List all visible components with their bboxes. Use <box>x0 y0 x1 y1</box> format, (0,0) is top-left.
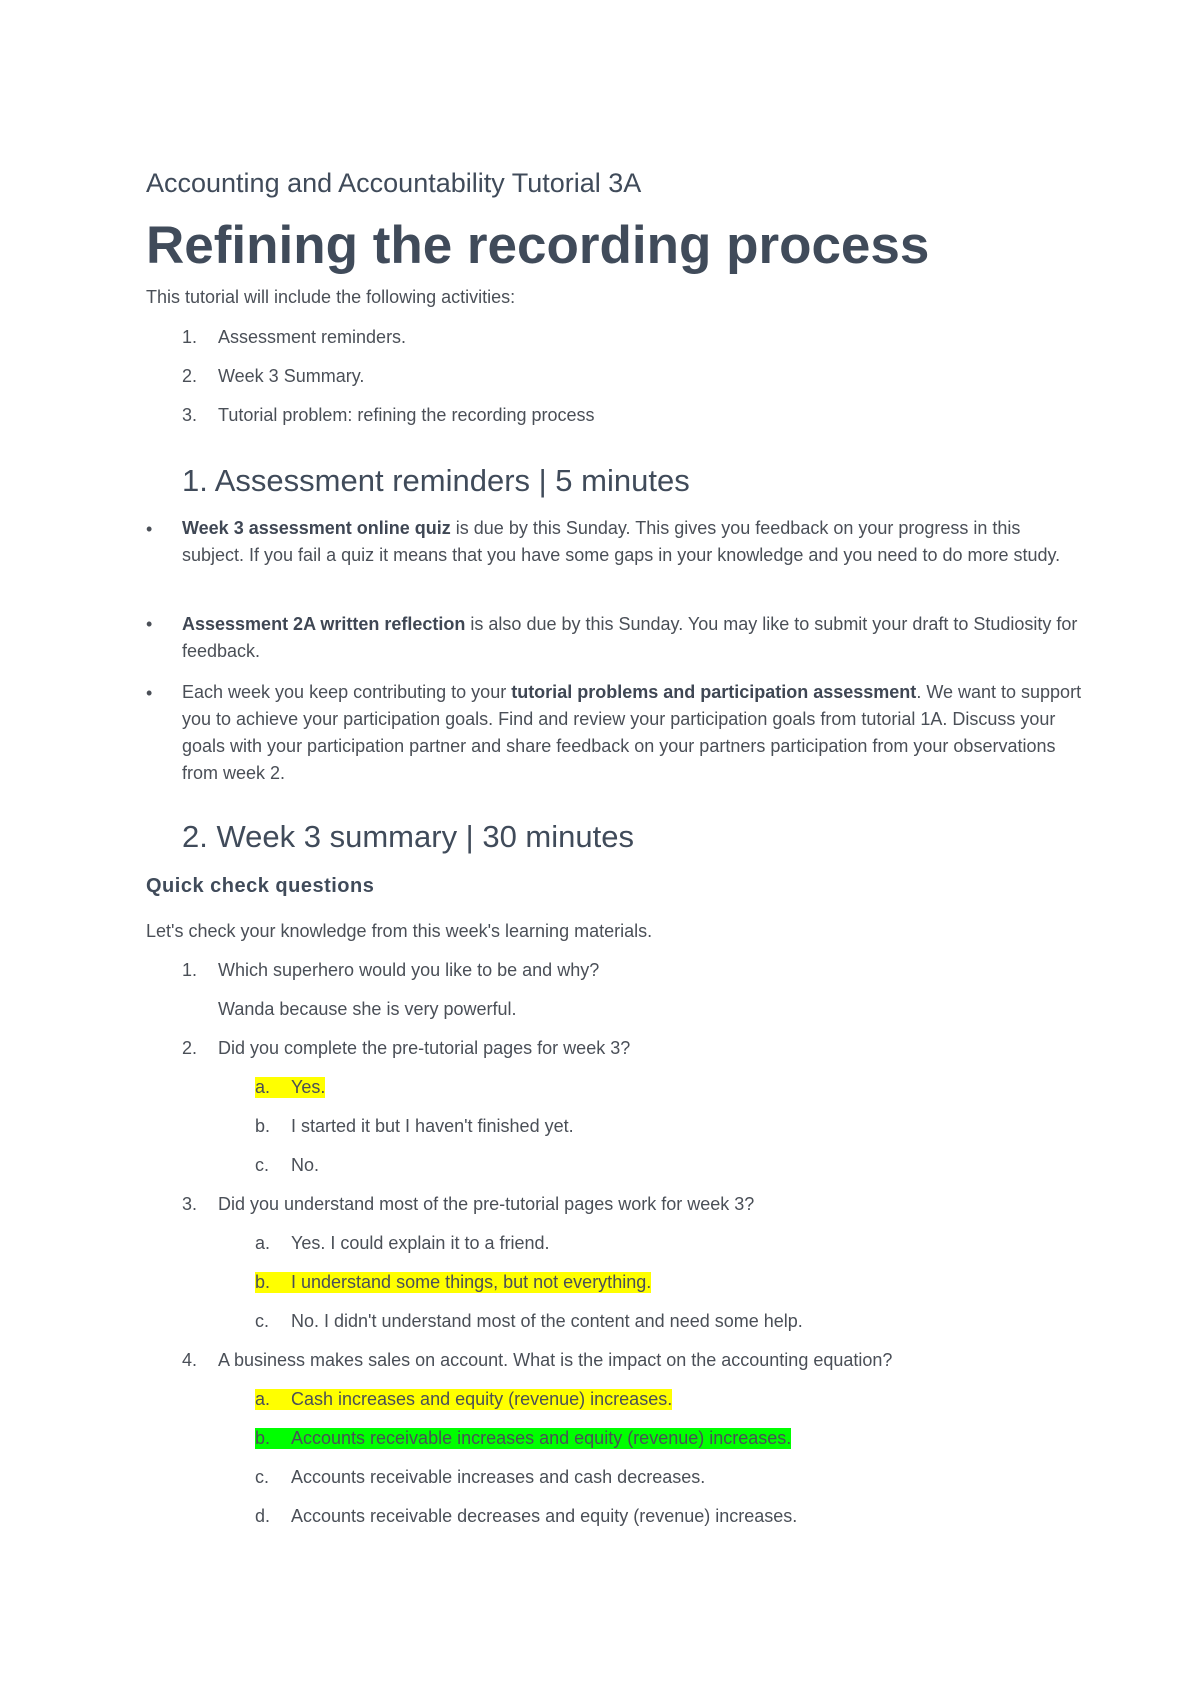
answer-option <box>255 1077 325 1098</box>
intro-text: This tutorial will include the following activities: <box>146 287 516 307</box>
option-letter: a. <box>255 1233 271 1253</box>
quick-check-heading: Quick check questions <box>146 875 375 897</box>
answer-option <box>255 1233 550 1254</box>
answer-option <box>255 1467 705 1488</box>
section1-heading: 1. Assessment reminders | 5 minutes <box>182 463 690 498</box>
option-letter: d. <box>255 1506 271 1526</box>
bullet-bold-text: Week 3 assessment online quiz <box>182 518 451 538</box>
bullet-icon: • <box>146 614 153 634</box>
bullet-item <box>182 515 1082 569</box>
option-letter: b. <box>255 1272 271 1292</box>
intro-item-text: Tutorial problem: refining the recording process <box>218 405 595 425</box>
answer-option <box>255 1116 574 1137</box>
option-letter: b. <box>255 1428 271 1448</box>
option-text: No. I didn't understand most of the content and need some help. <box>291 1311 803 1331</box>
option-letter: c. <box>255 1155 270 1175</box>
answer-option <box>255 1155 319 1176</box>
document-subtitle: Accounting and Accountability Tutorial 3A <box>146 168 642 198</box>
option-letter: a. <box>255 1077 271 1097</box>
option-text: Accounts receivable increases and equity (revenue) increases. <box>291 1428 792 1448</box>
bullet-icon: • <box>146 683 153 703</box>
option-text: Accounts receivable increases and cash decreases. <box>291 1467 706 1487</box>
bullet-icon: • <box>146 519 153 539</box>
option-text: Yes. I could explain it to a friend. <box>291 1233 550 1253</box>
intro-item-number: 2. <box>182 366 198 386</box>
question-text: A business makes sales on account. What is the impact on the accounting equation? <box>218 1350 893 1370</box>
bullet-bold-text: Assessment 2A written reflection <box>182 614 466 634</box>
answer-option <box>255 1389 672 1410</box>
answer-option <box>255 1272 651 1293</box>
option-text: I understand some things, but not everything. <box>291 1272 652 1292</box>
bullet-item <box>182 611 1082 665</box>
bullet-text: is also due by this Sunday. You may like to submit your draft to Studiosity for feedback. <box>182 614 1078 661</box>
option-text: Accounts receivable decreases and equity (revenue) increases. <box>291 1506 798 1526</box>
answer-option <box>255 1506 797 1527</box>
question-text: Did you understand most of the pre-tutorial pages work for week 3? <box>218 1194 755 1214</box>
bullet-text: is due by this Sunday. This gives you feedback on your progress in this subject. If you fail a quiz it means that you have some gaps in your knowledge and you need to do more study. <box>182 518 1061 565</box>
bullet-item <box>182 679 1082 787</box>
option-text: No. <box>291 1155 320 1175</box>
option-text: Cash increases and equity (revenue) increases. <box>291 1389 673 1409</box>
option-letter: a. <box>255 1389 271 1409</box>
bullet-bold-text: tutorial problems and participation assessment <box>511 682 917 702</box>
question-text: Did you complete the pre-tutorial pages for week 3? <box>218 1038 631 1058</box>
option-text: Yes. <box>291 1077 326 1097</box>
option-text: I started it but I haven't finished yet. <box>291 1116 574 1136</box>
question-number: 3. <box>182 1194 198 1214</box>
intro-item-text: Week 3 Summary. <box>218 366 365 386</box>
quick-check-intro: Let's check your knowledge from this week's learning materials. <box>146 921 653 941</box>
option-letter: c. <box>255 1311 270 1331</box>
option-letter: c. <box>255 1467 270 1487</box>
question-number: 1. <box>182 960 198 980</box>
question-text: Which superhero would you like to be and why? <box>218 960 600 980</box>
intro-item-number: 3. <box>182 405 198 425</box>
document-title: Refining the recording process <box>146 216 930 275</box>
section2-heading: 2. Week 3 summary | 30 minutes <box>182 819 634 854</box>
bullet-pre-text: Each week you keep contributing to your <box>182 682 512 702</box>
bullet-text: . We want to support you to achieve your participation goals. Find and review your participation goals from tutorial 1A. Discuss your goals with your participation partner and share feedback on your partners participation from your observations from week 2. <box>182 682 1082 783</box>
question-number: 4. <box>182 1350 198 1370</box>
question-answer: Wanda because she is very powerful. <box>218 999 517 1019</box>
answer-option <box>255 1428 791 1449</box>
answer-option <box>255 1311 803 1332</box>
question-number: 2. <box>182 1038 198 1058</box>
intro-item-number: 1. <box>182 327 198 347</box>
intro-item-text: Assessment reminders. <box>218 327 407 347</box>
option-letter: b. <box>255 1116 271 1136</box>
